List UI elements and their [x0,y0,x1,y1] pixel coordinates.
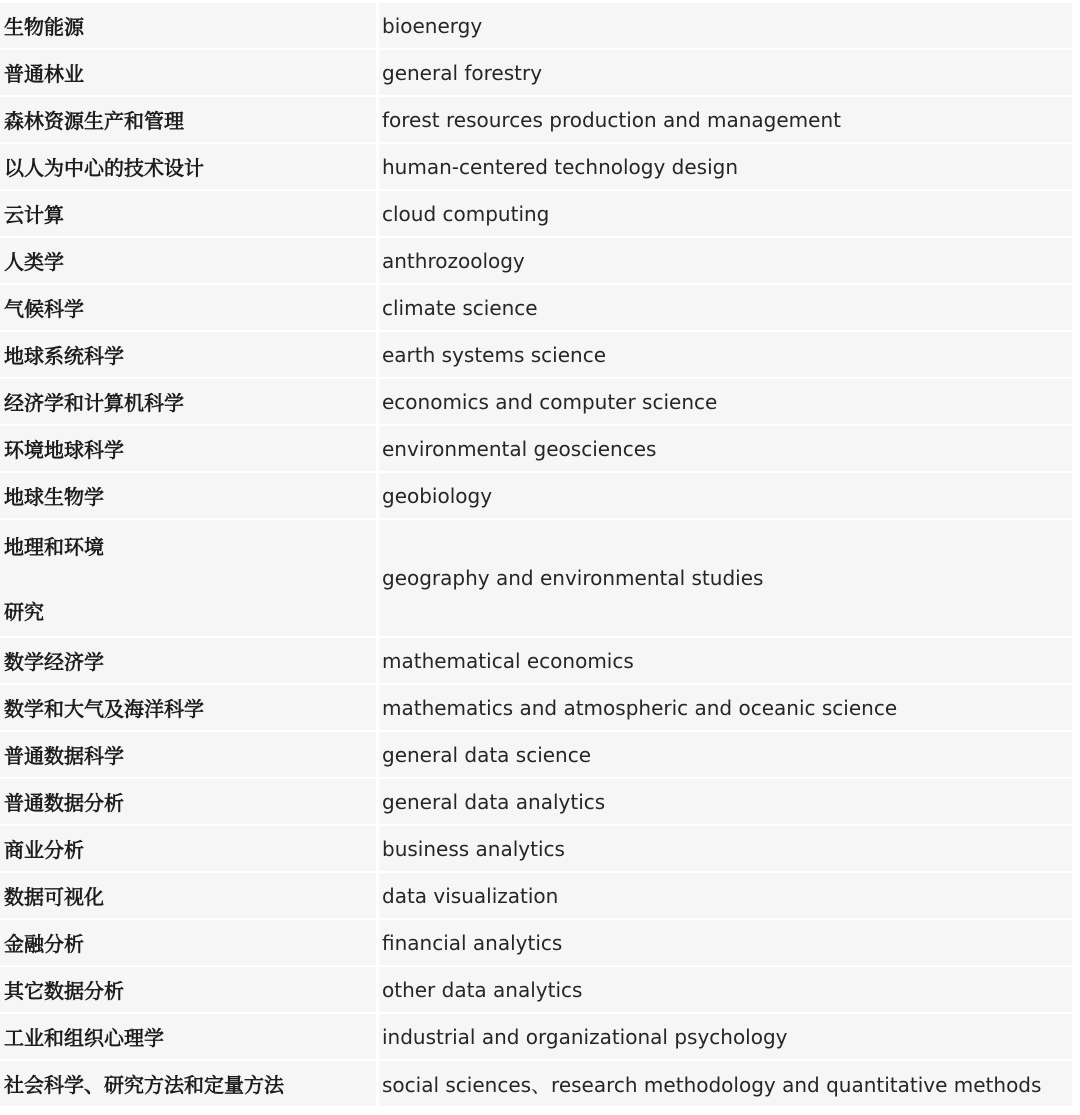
english-term: climate science [379,285,1072,330]
table-row [0,1014,1072,1059]
english-term: industrial and organizational psychology [379,1014,1072,1059]
table-row [0,685,1072,730]
english-term: mathematics and atmospheric and oceanic science [379,685,1072,730]
table-row [0,238,1072,283]
chinese-term: 社会科学、研究方法和定量方法 [0,1061,376,1106]
english-term: geobiology [379,473,1072,518]
table-row [0,285,1072,330]
english-term: mathematical economics [379,638,1072,683]
english-term: bioenergy [379,3,1072,48]
table-row [0,779,1072,824]
chinese-term: 云计算 [0,191,376,236]
table-row [0,920,1072,965]
english-term: data visualization [379,873,1072,918]
table-row [0,520,1072,636]
table-row [0,3,1072,48]
table-row [0,426,1072,471]
chinese-term-line: 研究 [4,600,44,624]
chinese-term-line: 地理和环境 [4,535,104,559]
table-row [0,473,1072,518]
chinese-term: 商业分析 [0,826,376,871]
english-term: human-centered technology design [379,144,1072,189]
chinese-term: 数学和大气及海洋科学 [0,685,376,730]
english-term: earth systems science [379,332,1072,377]
english-term: geography and environmental studies [379,520,1072,636]
chinese-term: 普通林业 [0,50,376,95]
english-term: anthrozoology [379,238,1072,283]
translation-table [0,3,1072,1108]
table-row [0,191,1072,236]
chinese-term: 数据可视化 [0,873,376,918]
table-row [0,638,1072,683]
chinese-term: 环境地球科学 [0,426,376,471]
table-row [0,967,1072,1012]
table-row [0,144,1072,189]
chinese-term: 普通数据分析 [0,779,376,824]
table-row [0,826,1072,871]
table-row [0,1061,1072,1106]
english-term: general data analytics [379,779,1072,824]
chinese-term: 气候科学 [0,285,376,330]
english-term: environmental geosciences [379,426,1072,471]
chinese-term: 以人为中心的技术设计 [0,144,376,189]
english-term: general data science [379,732,1072,777]
english-term: business analytics [379,826,1072,871]
chinese-term: 森林资源生产和管理 [0,97,376,142]
english-term: other data analytics [379,967,1072,1012]
chinese-term: 人类学 [0,238,376,283]
table-row [0,379,1072,424]
chinese-term: 普通数据科学 [0,732,376,777]
english-term: social sciences、research methodology and quantitative methods [379,1061,1072,1106]
table-row [0,332,1072,377]
chinese-term: 地球系统科学 [0,332,376,377]
english-term: general forestry [379,50,1072,95]
english-term: financial analytics [379,920,1072,965]
table-row [0,97,1072,142]
english-term: economics and computer science [379,379,1072,424]
chinese-term: 金融分析 [0,920,376,965]
english-term: forest resources production and management [379,97,1072,142]
chinese-term: 经济学和计算机科学 [0,379,376,424]
chinese-term: 其它数据分析 [0,967,376,1012]
english-term: cloud computing [379,191,1072,236]
chinese-term: 生物能源 [0,3,376,48]
chinese-term [0,520,376,636]
table-row [0,50,1072,95]
chinese-term: 工业和组织心理学 [0,1014,376,1059]
chinese-term: 数学经济学 [0,638,376,683]
table-row [0,873,1072,918]
chinese-term: 地球生物学 [0,473,376,518]
table-row [0,732,1072,777]
